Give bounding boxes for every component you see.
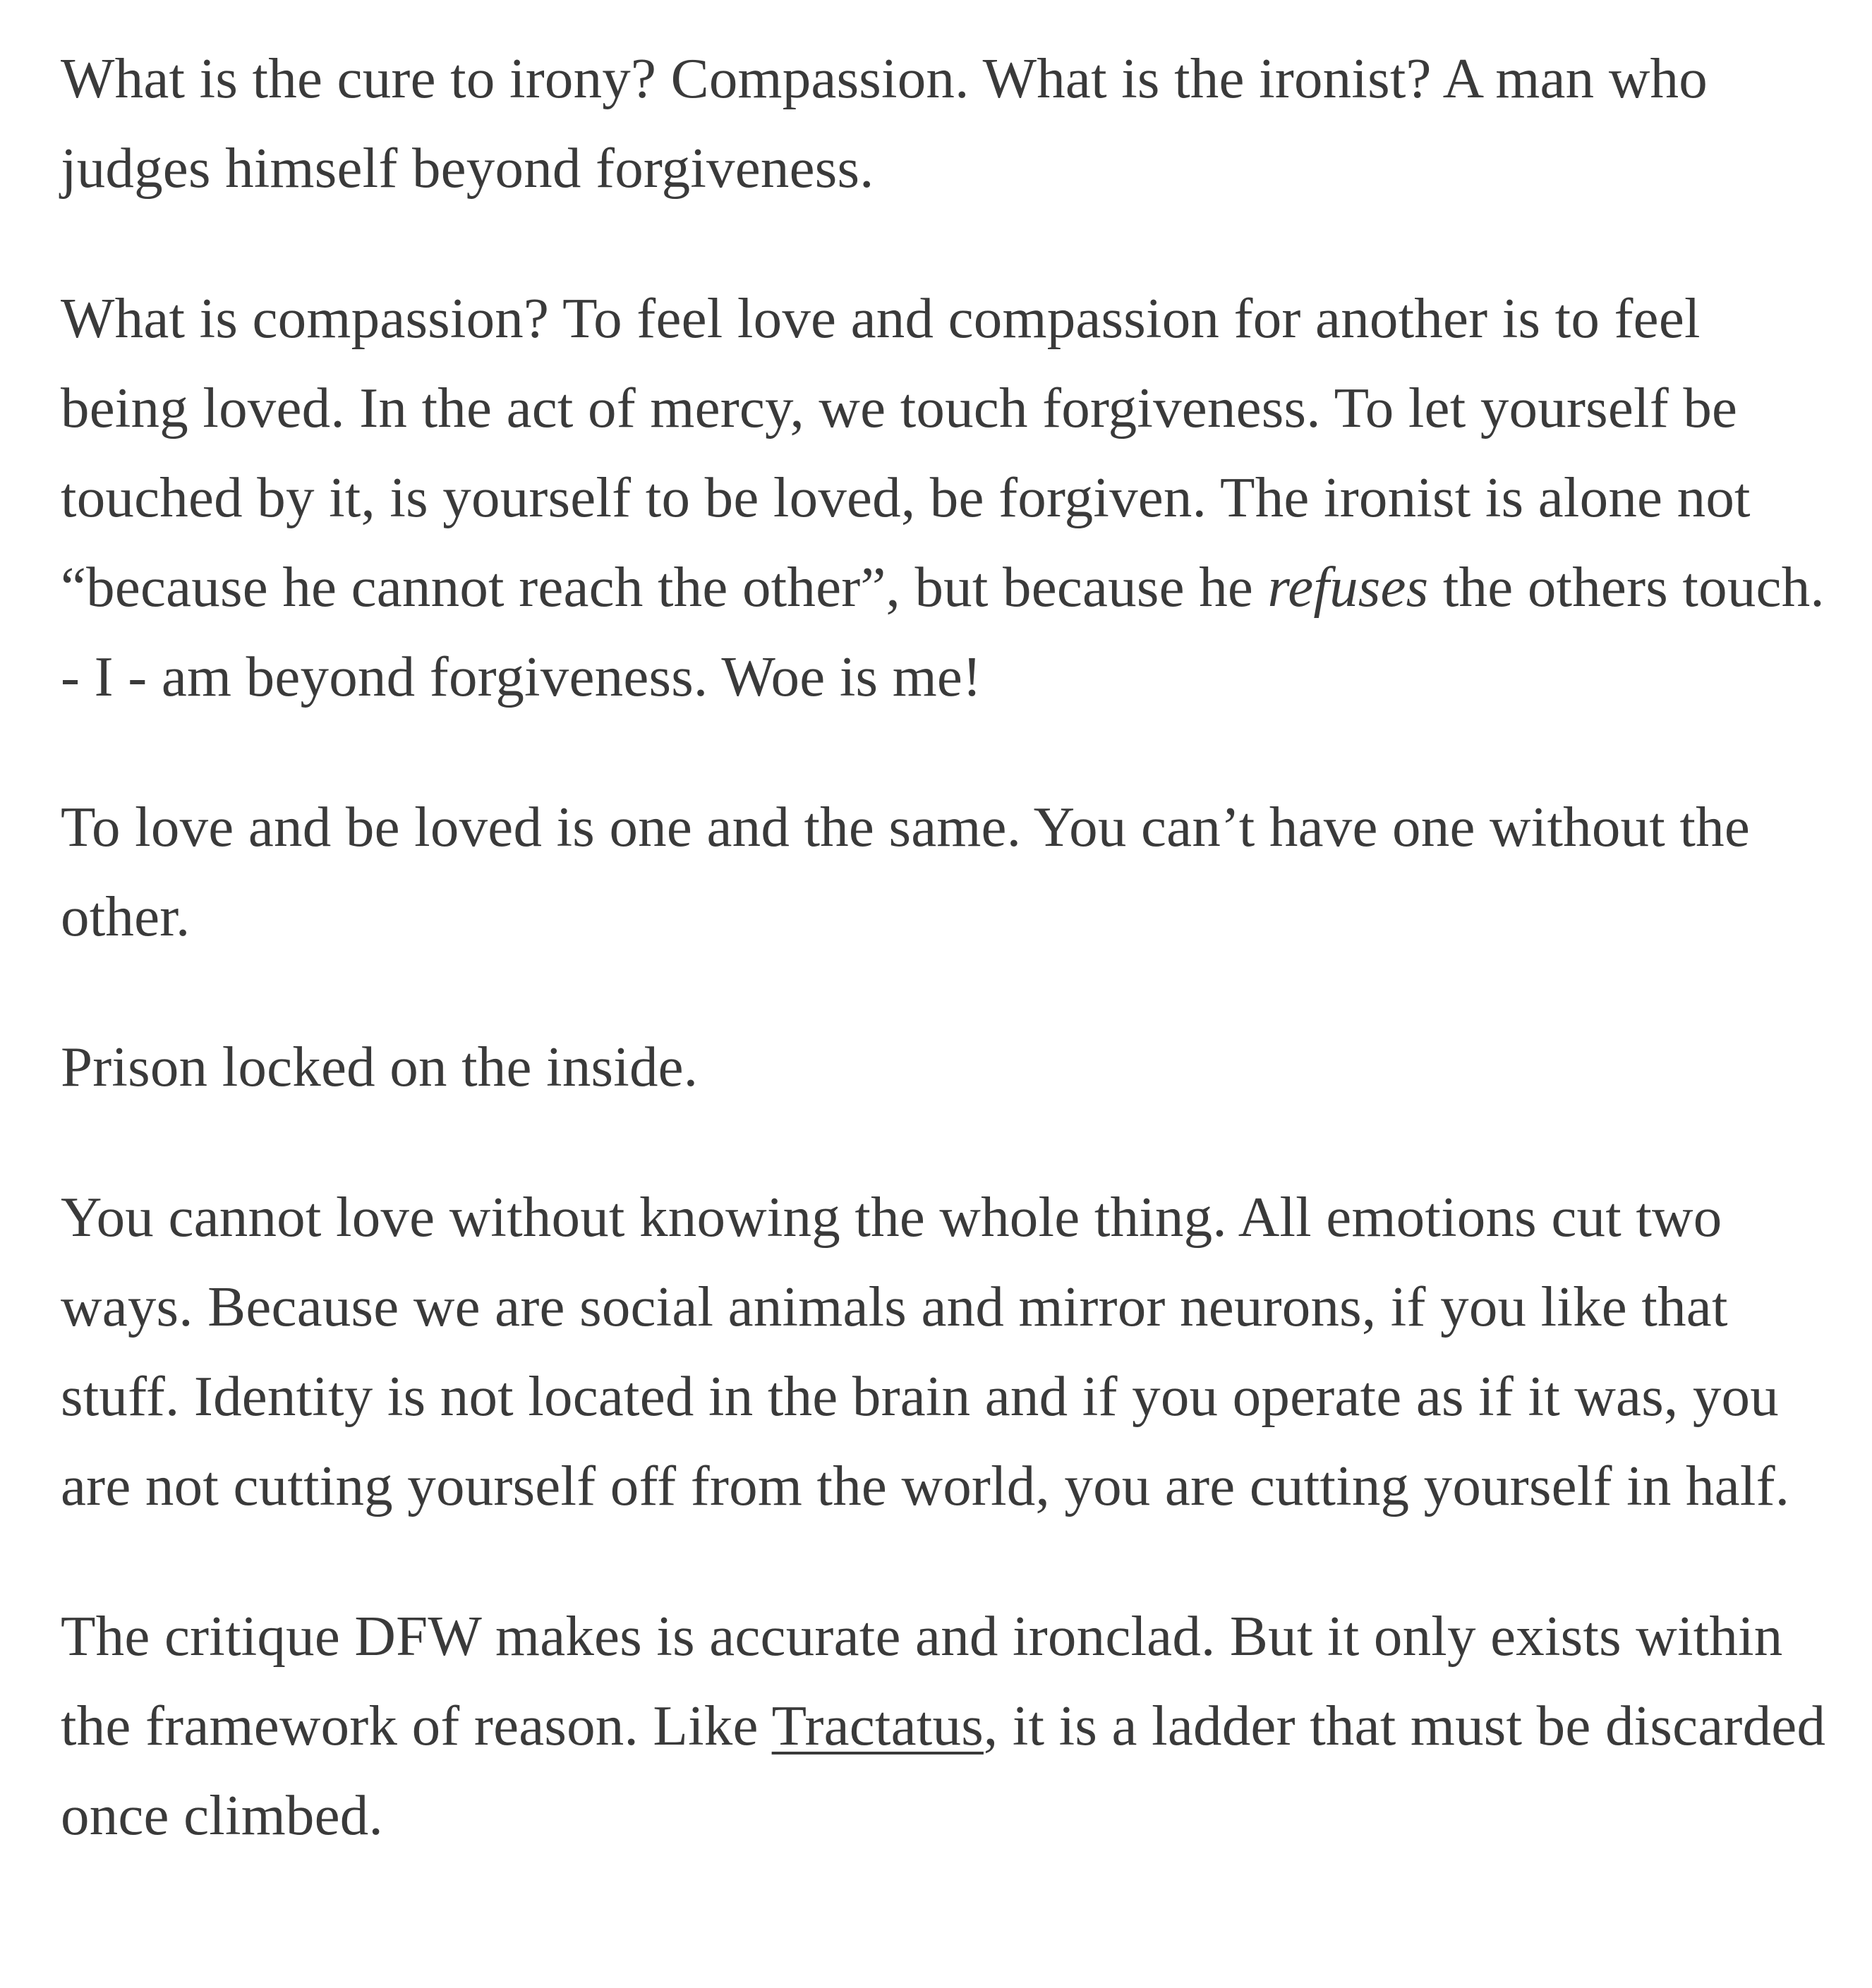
paragraph-compassion-text-start: What is compassion? To feel love and compassion for another is to feel being loved. In the act of mercy, we touch forgiveness. To let yourself be touched by it, is yourself to be loved, be forgiven. The ironist is alone not “because he cannot reach the other”, but because he: [61, 286, 1751, 619]
paragraph-dfw-text-end: , it is a ladder that must be discarded once climbed.: [61, 1694, 1826, 1847]
emphasis-refuses: refuses: [1267, 555, 1429, 619]
paragraph-compassion: [61, 274, 1839, 722]
tractatus-link[interactable]: Tractatus: [771, 1694, 984, 1757]
article-body: [61, 34, 1839, 1860]
paragraph-love-loved: To love and be loved is one and the same. You can’t have one without the other.: [61, 795, 1750, 948]
paragraph-whole-thing: You cannot love without knowing the whole thing. All emotions cut two ways. Because we are social animals and mirror neurons, if you like that stuff. Identity is not located in the brain and if you operate as if it was, you are not cutting yourself off from the world, you are cutting yourself in half.: [61, 1185, 1790, 1517]
paragraph-dfw-text-start: The critique DFW makes is accurate and ironclad. But it only exists within the framework of reason. Like: [61, 1604, 1783, 1757]
paragraph-irony-cure: What is the cure to irony? Compassion. What is the ironist? A man who judges himself beyond forgiveness.: [61, 47, 1708, 200]
paragraph-prison: Prison locked on the inside.: [61, 1035, 699, 1098]
paragraph-dfw-critique: [61, 1592, 1839, 1860]
paragraph-compassion-text-end: the others touch. - I - am beyond forgiveness. Woe is me!: [61, 555, 1825, 708]
